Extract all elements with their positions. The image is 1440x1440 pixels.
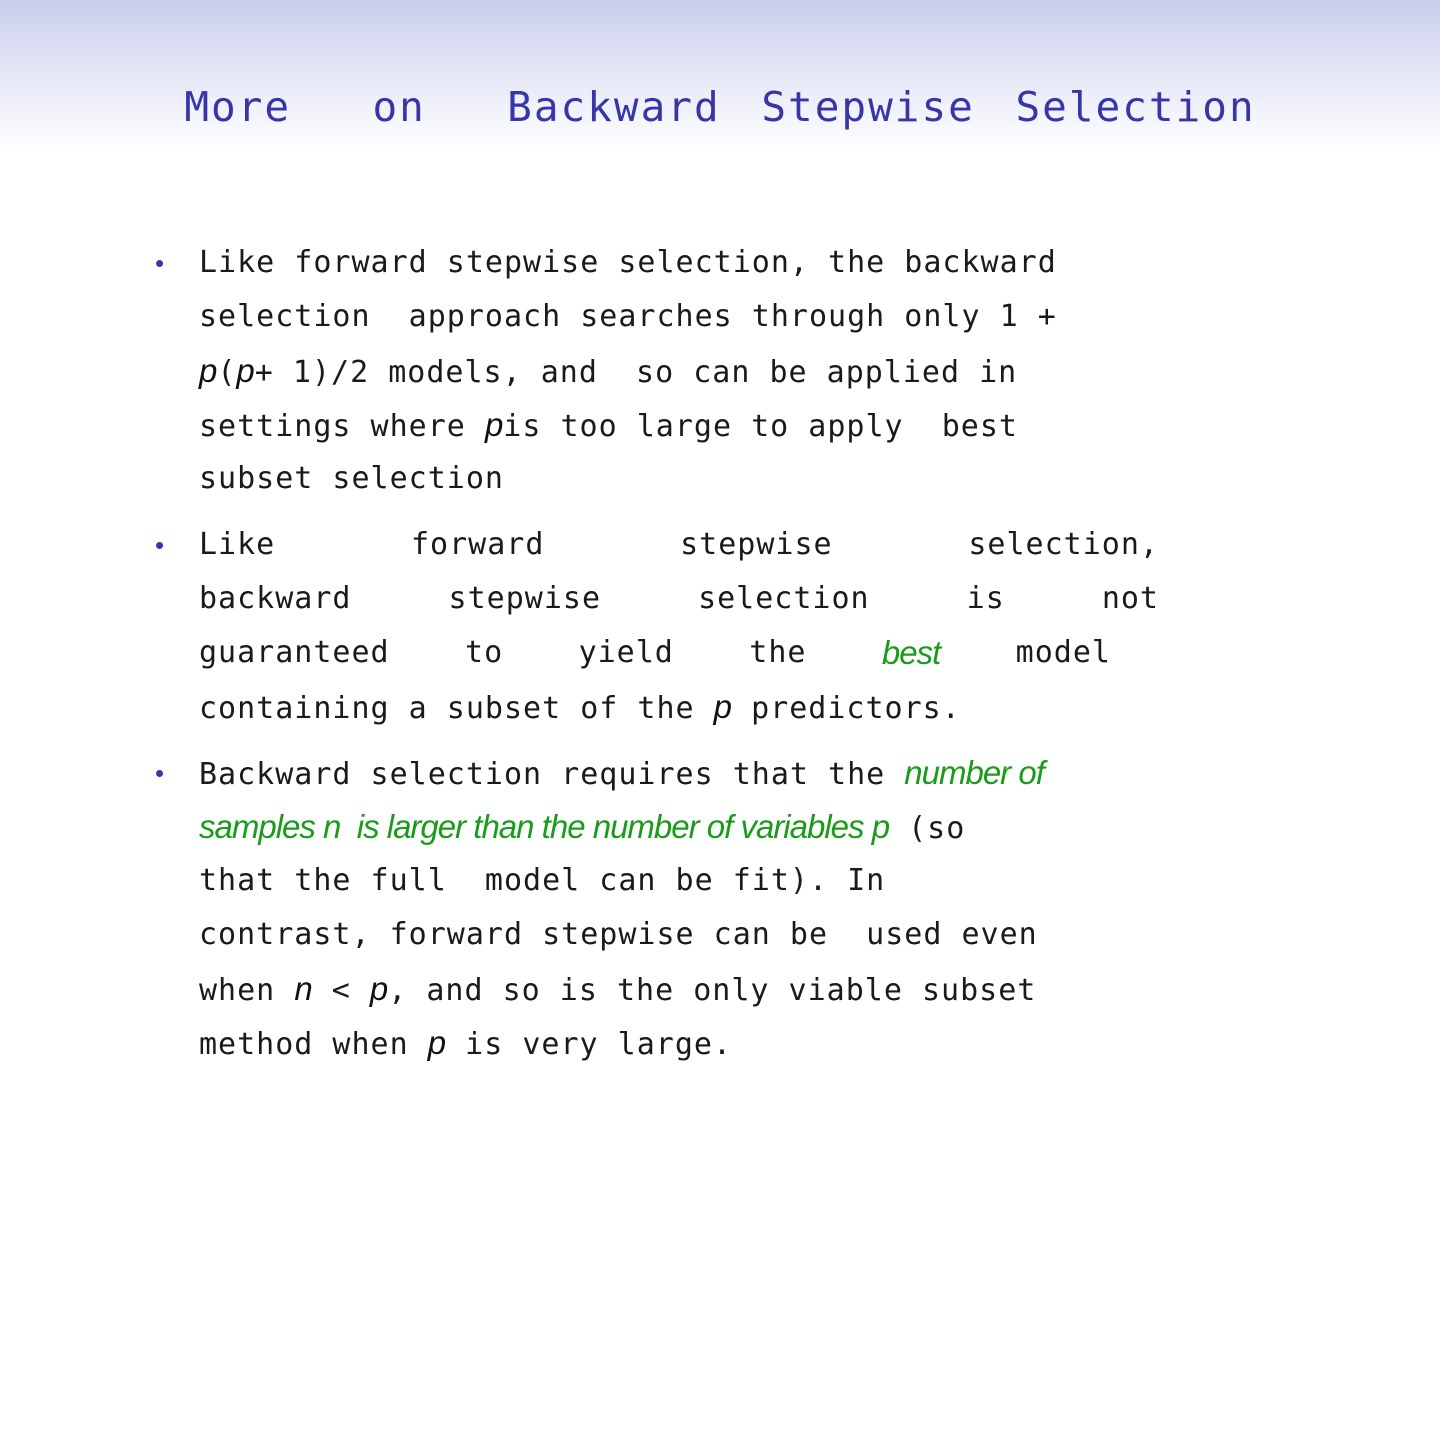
slide-title: More on Backward Stepwise Selection [184, 83, 1256, 131]
text-segment: < [312, 973, 370, 1008]
text-line [199, 572, 1159, 626]
variable-p: p [484, 406, 504, 443]
text-word: yield [578, 635, 674, 670]
variable-p: p [713, 688, 733, 725]
text-segment: settings where [199, 409, 485, 444]
text-segment: + 1)∕2 models, and so can be applied in [254, 355, 1018, 390]
text-line [199, 398, 1299, 452]
text-line [199, 800, 1299, 854]
bullet-marker: • [155, 530, 165, 560]
text-segment: (so [889, 811, 966, 846]
text-line: selection approach searches through only 1 + [199, 299, 1057, 334]
bullet-marker: • [155, 248, 165, 278]
text-word: selection [698, 581, 870, 616]
text-segment: containing a subset of the [199, 691, 714, 726]
text-line [199, 344, 1299, 398]
text-word: stepwise [680, 527, 833, 562]
text-word: stepwise [448, 581, 602, 616]
variable-p: p [427, 1024, 447, 1061]
text-word: Like [199, 527, 276, 562]
bullet-text [199, 746, 1299, 1070]
text-line: contrast, forward stepwise can be used even [199, 917, 1038, 952]
text-line [199, 518, 1159, 572]
emphasis-best: best [881, 634, 941, 671]
text-line [199, 680, 1299, 734]
bullet-item-3 [0, 746, 1440, 1070]
bullet-item-2 [0, 518, 1440, 734]
text-segment: ( [217, 355, 237, 390]
text-segment: when [199, 973, 295, 1008]
text-word: to [465, 635, 504, 670]
text-segment: , and so is the only viable subset [388, 973, 1037, 1008]
bullet-text [199, 236, 1299, 506]
bullet-marker: • [155, 758, 165, 788]
text-segment: method when [199, 1027, 428, 1062]
text-word: forward [410, 527, 545, 562]
text-word: selection, [968, 527, 1159, 562]
variable-p: p [369, 970, 389, 1007]
text-segment: is too large to apply best [503, 409, 1018, 444]
bullet-text [199, 518, 1299, 734]
text-line [199, 1016, 1299, 1070]
variable-p: p [199, 352, 218, 389]
text-line: subset selection [199, 461, 504, 496]
text-line: Like forward stepwise selection, the backward [199, 245, 1057, 280]
emphasis-requirement: number of [904, 754, 1044, 791]
text-line [199, 746, 1299, 800]
text-line [199, 626, 1111, 680]
text-word: is [966, 581, 1005, 616]
variable-p: p [236, 352, 255, 389]
text-segment: Backward selection requires that the [199, 757, 905, 792]
emphasis-requirement: samples n is larger than the number of variables p [199, 808, 890, 845]
text-word: model [1015, 635, 1111, 670]
text-word: guaranteed [199, 635, 390, 670]
text-line [199, 962, 1299, 1016]
bullet-item-1 [0, 236, 1440, 506]
bullet-list [0, 236, 1440, 1082]
text-segment: is very large. [446, 1027, 733, 1062]
text-word: backward [199, 581, 352, 616]
text-line: that the full model can be fit). In [199, 863, 886, 898]
text-word: the [749, 635, 807, 670]
variable-n: n [294, 970, 313, 1007]
text-segment: predictors. [732, 691, 961, 726]
text-word: not [1101, 581, 1159, 616]
